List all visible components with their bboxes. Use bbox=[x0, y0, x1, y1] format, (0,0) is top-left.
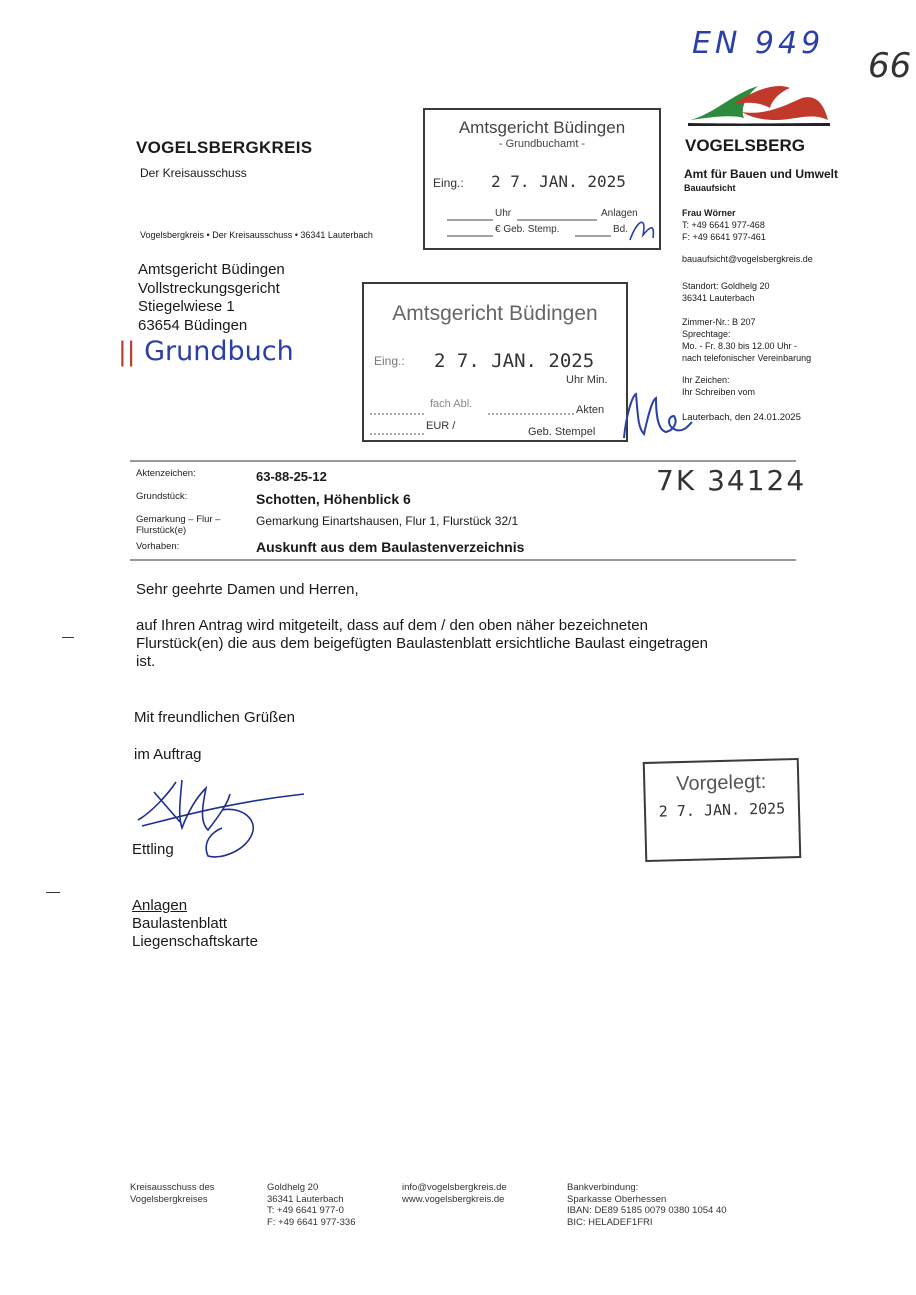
footer-line: Kreisausschuss des bbox=[130, 1182, 215, 1193]
stamp-vorgelegt bbox=[643, 758, 802, 862]
footer-col-4 bbox=[567, 1182, 727, 1228]
stamp-mid-uhr: Uhr Min. bbox=[566, 374, 608, 386]
recipient-address bbox=[138, 261, 285, 335]
handwritten-reference: EN 949 bbox=[692, 26, 825, 61]
footer-line: BIC: HELADEF1FRI bbox=[567, 1216, 653, 1228]
salutation: Sehr geehrte Damen und Herren, bbox=[136, 581, 359, 598]
stamp-mid-date: 2 7. JAN. 2025 bbox=[434, 350, 595, 372]
vorgelegt-title: Vorgelegt: bbox=[675, 770, 767, 796]
contact-tel: T: +49 6641 977-468 bbox=[682, 220, 765, 230]
handwritten-grundbuch bbox=[118, 336, 294, 367]
office-hours bbox=[682, 316, 811, 364]
handwritten-page-number: 66 bbox=[868, 46, 912, 86]
stamp-uhr: Uhr bbox=[495, 208, 512, 219]
fold-mark bbox=[62, 637, 74, 638]
stamp-mid-title: Amtsgericht Büdingen bbox=[392, 302, 598, 325]
stamp-vollstreckung bbox=[362, 282, 628, 442]
contact-name: Frau Wörner bbox=[682, 208, 736, 218]
stamp-anlagen: Anlagen bbox=[601, 208, 638, 219]
sprechtage-label: Sprechtage: bbox=[682, 329, 731, 339]
anlage-item: Baulastenblatt bbox=[132, 915, 228, 932]
grundstueck-value: Schotten, Höhenblick 6 bbox=[256, 491, 411, 507]
vorhaben-label: Vorhaben: bbox=[136, 541, 180, 552]
handwritten-initials bbox=[616, 376, 696, 446]
stamp-geb: € Geb. Stemp. bbox=[495, 224, 560, 235]
recipient-line-3: Stiegelwiese 1 bbox=[138, 298, 235, 315]
office-dept: Amt für Bauen und Umwelt bbox=[684, 167, 839, 181]
stamp-mid-geb: Geb. Stempel bbox=[528, 426, 596, 438]
stamp-bd: Bd. bbox=[613, 224, 629, 235]
zimmer: Zimmer-Nr.: B 207 bbox=[682, 317, 756, 327]
contact-fax: F: +49 6641 977-461 bbox=[682, 232, 766, 242]
standort-line-1: Standort: Goldhelg 20 bbox=[682, 281, 770, 291]
aktenzeichen-value: 63-88-25-12 bbox=[256, 469, 327, 484]
handwritten-file-number: 7K 34124 bbox=[656, 464, 807, 497]
stamp-mid-eing-label: Eing.: bbox=[374, 354, 405, 368]
grundstueck-label: Grundstück: bbox=[136, 491, 188, 502]
footer-email: info@vogelsbergkreis.de bbox=[402, 1182, 507, 1193]
aktenzeichen-label: Aktenzeichen: bbox=[136, 468, 196, 479]
return-address-line: Vogelsbergkreis • Der Kreisausschuss • 36341 Lauterbach bbox=[140, 230, 373, 240]
footer-line: F: +49 6641 977-336 bbox=[267, 1216, 356, 1228]
handwritten-grundbuch-text: Grundbuch bbox=[144, 336, 294, 367]
body-paragraph bbox=[136, 617, 776, 671]
recipient-line-1: Amtsgericht Büdingen bbox=[138, 261, 285, 278]
handwritten-marks: || bbox=[118, 337, 136, 367]
ihr-zeichen: Ihr Zeichen: bbox=[682, 375, 730, 385]
footer-line: Sparkasse Oberhessen bbox=[567, 1193, 667, 1205]
anlagen-list bbox=[132, 915, 258, 951]
footer-line: T: +49 6641 977-0 bbox=[267, 1205, 344, 1216]
recipient-line-2: Vollstreckungsgericht bbox=[138, 279, 280, 297]
stamp-title: Amtsgericht Büdingen bbox=[458, 118, 626, 137]
footer-col-1 bbox=[130, 1182, 214, 1205]
stamp-subtitle: - Grundbuchamt - bbox=[498, 138, 586, 150]
recipient-line-4: 63654 Büdingen bbox=[138, 316, 248, 334]
fold-mark bbox=[46, 892, 60, 893]
standort-line-2: 36341 Lauterbach bbox=[682, 293, 755, 303]
stamp-mid-lines bbox=[364, 284, 626, 440]
footer-col-3 bbox=[402, 1182, 507, 1205]
footer-line: Goldhelg 20 bbox=[267, 1182, 319, 1193]
body-line-3: ist. bbox=[136, 653, 156, 670]
footer-line: Vogelsbergkreises bbox=[130, 1193, 208, 1205]
gemarkung-value: Gemarkung Einartshausen, Flur 1, Flurstück 32/1 bbox=[256, 514, 519, 528]
footer-line: Bankverbindung: bbox=[567, 1182, 639, 1193]
office-email bbox=[682, 253, 813, 265]
logo-name: VOGELSBERG bbox=[685, 136, 805, 155]
office-location bbox=[682, 280, 770, 304]
body-line-1: auf Ihren Antrag wird mitgeteilt, dass auf dem / den oben näher bezeichneten bbox=[136, 617, 648, 634]
gemarkung-label: Gemarkung – Flur – Flurstück(e) bbox=[136, 514, 221, 536]
sender-sub: Der Kreisausschuss bbox=[140, 166, 247, 180]
ihr-schreiben: Ihr Schreiben vom bbox=[682, 387, 756, 397]
stamp-lines bbox=[425, 110, 659, 248]
stamp-eing-label: Eing.: bbox=[433, 176, 464, 190]
footer-col-2 bbox=[267, 1182, 355, 1228]
stamp-mid-eur: EUR / bbox=[426, 420, 456, 432]
stamp-date: 2 7. JAN. 2025 bbox=[491, 172, 626, 191]
signer-name: Ettling bbox=[132, 841, 174, 858]
sender-org: VOGELSBERGKREIS bbox=[136, 138, 313, 157]
email-text: bauaufsicht@vogelsbergkreis.de bbox=[682, 254, 813, 264]
body-line-2: Flurstück(en) die aus dem beigefügten Baulastenblatt ersichtliche Baulast eingetragen bbox=[136, 635, 709, 652]
anlage-item: Liegenschaftskarte bbox=[132, 933, 258, 950]
anlagen-heading: Anlagen bbox=[132, 897, 188, 914]
footer-web: www.vogelsbergkreis.de bbox=[402, 1193, 505, 1205]
stamp-grundbuchamt bbox=[423, 108, 661, 250]
footer-line: IBAN: DE89 5185 0079 0380 1054 40 bbox=[567, 1205, 727, 1216]
office-contact-block bbox=[682, 207, 852, 243]
vogelsberg-logo-mark bbox=[684, 74, 834, 134]
sprechtage-line-2: nach telefonischer Vereinbarung bbox=[682, 353, 812, 363]
sprechtage-line-1: Mo. - Fr. 8.30 bis 12.00 Uhr - bbox=[682, 341, 798, 351]
im-auftrag: im Auftrag bbox=[134, 746, 202, 763]
closing: Mit freundlichen Grüßen bbox=[134, 709, 295, 726]
stamp-mid-akten: Akten bbox=[576, 404, 605, 416]
stamp-mid-fach: fach Abl. bbox=[430, 398, 473, 410]
footer-line: 36341 Lauterbach bbox=[267, 1193, 344, 1205]
vorgelegt-date: 2 7. JAN. 2025 bbox=[658, 799, 786, 821]
place-date: Lauterbach, den 24.01.2025 bbox=[682, 412, 801, 423]
vorhaben-value: Auskunft aus dem Baulastenverzeichnis bbox=[256, 539, 525, 555]
office-unit: Bauaufsicht bbox=[684, 183, 736, 193]
